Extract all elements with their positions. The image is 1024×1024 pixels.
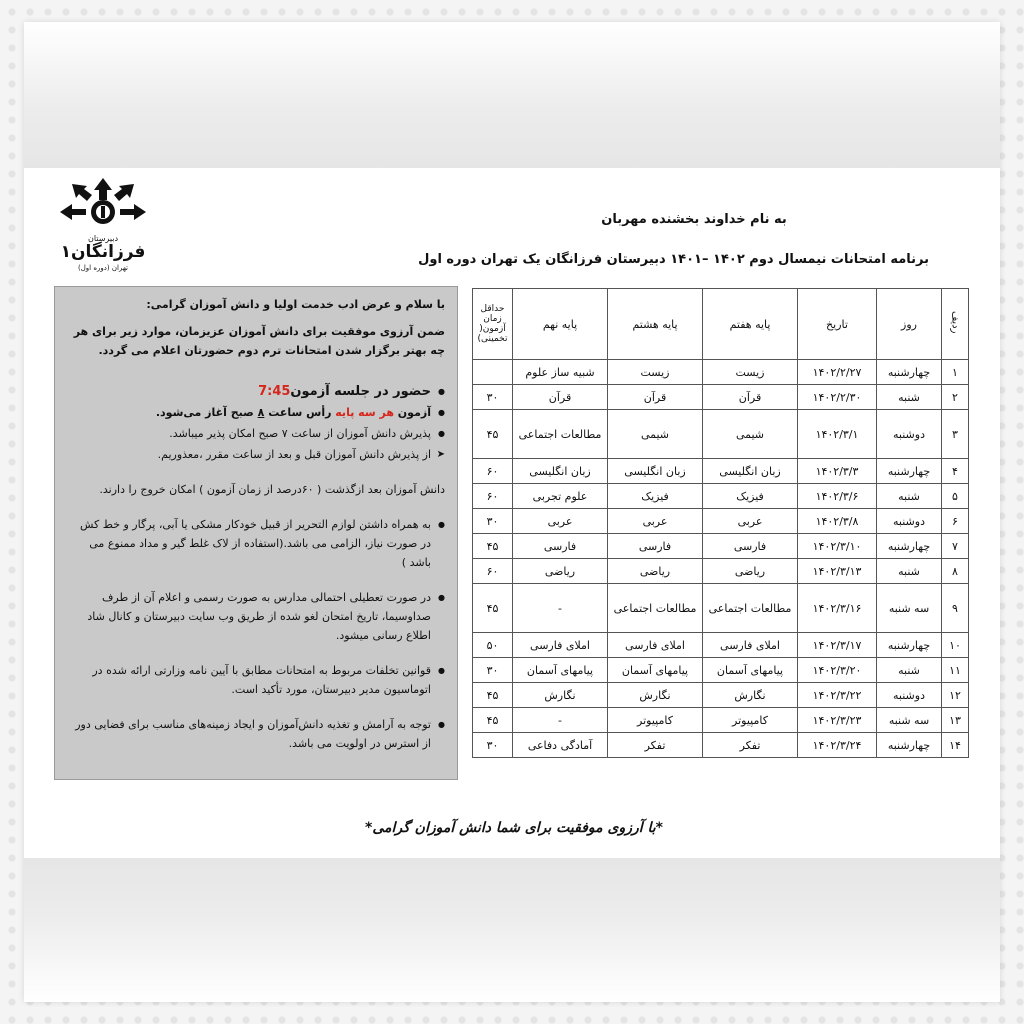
cell-g9: آمادگی دفاعی	[513, 733, 608, 758]
cell-g8: ریاضی	[608, 559, 703, 584]
cell-g7: شیمی	[703, 410, 798, 459]
table-row	[473, 733, 969, 758]
notice-closure: ● در صورت تعطیلی احتمالی مدارس به صورت رسمی و اعلام آن از طرف صداوسیما، تاریخ امتحان لغو شده از طریق وب سایت دبیرستان و کانال شاد اطلاع رسانی میشود.	[67, 588, 445, 645]
table-row	[473, 584, 969, 633]
notice-presence: ● حضور در جلسه آزمون7:45	[67, 382, 445, 401]
cell-g8: نگارش	[608, 683, 703, 708]
cell-row: ۳	[942, 410, 969, 459]
cell-g8: زیست	[608, 360, 703, 385]
cell-date: ۱۴۰۲/۲/۲۷	[798, 360, 877, 385]
cell-g8: فارسی	[608, 534, 703, 559]
cell-g8: عربی	[608, 509, 703, 534]
header-date: تاریخ	[798, 289, 877, 360]
cell-g8: فیزیک	[608, 484, 703, 509]
table-row	[473, 658, 969, 683]
cell-g9: زبان انگلیسی	[513, 459, 608, 484]
cell-g9: مطالعات اجتماعی	[513, 410, 608, 459]
cell-time: ۶۰	[473, 484, 513, 509]
cell-day: چهارشنبه	[877, 534, 942, 559]
cell-day: شنبه	[877, 385, 942, 410]
cell-time: ۴۵	[473, 584, 513, 633]
cell-g8: کامپیوتر	[608, 708, 703, 733]
cell-time: ۴۵	[473, 534, 513, 559]
cell-g9: -	[513, 708, 608, 733]
cell-g8: مطالعات اجتماعی	[608, 584, 703, 633]
cell-time	[473, 360, 513, 385]
presence-time: 7:45	[258, 384, 291, 399]
notice-admission: ● پذیرش دانش آموزان از ساعت ۷ صبح امکان پذیر میباشد.	[67, 424, 445, 443]
cell-g9: نگارش	[513, 683, 608, 708]
header-row-number: ردیف	[942, 289, 969, 360]
cell-row: ۲	[942, 385, 969, 410]
notice-stationery: ● به همراه داشتن لوازم التحریر از قبیل خودکار مشکی یا آبی، پرگار و خط کش در صورت نیاز، الزامی می باشد.(استفاده از لاک غلط گیر و مداد ممنوع می باشد )	[67, 515, 445, 572]
notice-exam-start: ● آزمون هر سه پایه رأس ساعت ۸ صبح آغاز می‌شود.	[67, 403, 445, 422]
table-row	[473, 633, 969, 658]
cell-g7: قرآن	[703, 385, 798, 410]
cell-g8: پیامهای آسمان	[608, 658, 703, 683]
logo-school-name: فرزانگان۱	[60, 242, 146, 262]
cell-row: ۱۰	[942, 633, 969, 658]
header-grade-9: پایه نهم	[513, 289, 608, 360]
cell-g7: مطالعات اجتماعی	[703, 584, 798, 633]
cell-date: ۱۴۰۲/۳/۱۰	[798, 534, 877, 559]
cell-day: سه شنبه	[877, 584, 942, 633]
basmala-heading: به نام خداوند بخشنده مهربان	[601, 212, 787, 227]
cell-g7: نگارش	[703, 683, 798, 708]
cell-g7: زیست	[703, 360, 798, 385]
cell-row: ۶	[942, 509, 969, 534]
logo-school-label: دبیرستان	[87, 234, 119, 243]
cell-row: ۴	[942, 459, 969, 484]
cell-date: ۱۴۰۲/۳/۶	[798, 484, 877, 509]
logo-sub-label: تهران (دوره اول)	[77, 264, 128, 272]
notice-stress: ● توجه به آرامش و تغذیه دانش‌آموزان و ایجاد زمینه‌های مناسب برای فضایی دور از استرس در اولویت می باشد.	[67, 715, 445, 753]
cell-g8: تفکر	[608, 733, 703, 758]
cell-g8: قرآن	[608, 385, 703, 410]
document	[24, 168, 1000, 858]
cell-time: ۳۰	[473, 385, 513, 410]
cell-row: ۹	[942, 584, 969, 633]
cell-row: ۱۱	[942, 658, 969, 683]
cell-date: ۱۴۰۲/۳/۲۲	[798, 683, 877, 708]
cell-g7: فارسی	[703, 534, 798, 559]
cell-day: شنبه	[877, 484, 942, 509]
bottom-shade	[24, 858, 1000, 1002]
cell-row: ۱۳	[942, 708, 969, 733]
header-min-time: حداقل زمان آزمون( تخمینی)	[473, 289, 513, 360]
cell-g9: پیامهای آسمان	[513, 658, 608, 683]
cell-day: دوشنبه	[877, 509, 942, 534]
table-row	[473, 360, 969, 385]
cell-date: ۱۴۰۲/۳/۱۶	[798, 584, 877, 633]
cell-g9: ریاضی	[513, 559, 608, 584]
cell-row: ۸	[942, 559, 969, 584]
cell-date: ۱۴۰۲/۳/۲۴	[798, 733, 877, 758]
cell-date: ۱۴۰۲/۳/۳	[798, 459, 877, 484]
header-grade-8: پایه هشتم	[608, 289, 703, 360]
cell-g9: عربی	[513, 509, 608, 534]
cell-g9: قرآن	[513, 385, 608, 410]
table-header-row	[473, 289, 969, 360]
cell-time: ۴۵	[473, 410, 513, 459]
cell-row: ۱۲	[942, 683, 969, 708]
table-row	[473, 410, 969, 459]
notice-greeting: با سلام و عرض ادب خدمت اولیا و دانش آموزان گرامی:	[146, 298, 445, 311]
cell-g9: -	[513, 584, 608, 633]
cell-time: ۴۵	[473, 683, 513, 708]
cell-g8: شیمی	[608, 410, 703, 459]
cell-row: ۱۴	[942, 733, 969, 758]
cell-g9: املای فارسی	[513, 633, 608, 658]
cell-time: ۴۵	[473, 708, 513, 733]
cell-g8: املای فارسی	[608, 633, 703, 658]
arrows-emblem-icon	[58, 176, 148, 234]
cell-day: چهارشنبه	[877, 733, 942, 758]
cell-row: ۵	[942, 484, 969, 509]
table-row	[473, 683, 969, 708]
cell-date: ۱۴۰۲/۳/۱۳	[798, 559, 877, 584]
top-shade	[24, 22, 1000, 168]
exam-schedule-table	[472, 288, 969, 758]
notice-box	[54, 286, 458, 780]
table-row	[473, 534, 969, 559]
footer-wish: *با آرزوی موفقیت برای شما دانش آموزان گرامی*	[365, 820, 663, 836]
cell-g7: املای فارسی	[703, 633, 798, 658]
cell-time: ۳۰	[473, 658, 513, 683]
cell-g7: کامپیوتر	[703, 708, 798, 733]
header-grade-7: پایه هفتم	[703, 289, 798, 360]
cell-time: ۵۰	[473, 633, 513, 658]
cell-day: چهارشنبه	[877, 459, 942, 484]
cell-g9: فارسی	[513, 534, 608, 559]
cell-time: ۶۰	[473, 559, 513, 584]
cell-g9: علوم تجربی	[513, 484, 608, 509]
cell-day: دوشنبه	[877, 410, 942, 459]
notice-intro: ضمن آرزوی موفقیت برای دانش آموزان عزیزمان، موارد زیر برای هر چه بهتر برگزار شدن امتحانات ترم دوم حضورتان اعلام می گردد.	[73, 325, 445, 357]
cell-g8: زبان انگلیسی	[608, 459, 703, 484]
cell-g7: زبان انگلیسی	[703, 459, 798, 484]
cell-day: شنبه	[877, 658, 942, 683]
cell-day: چهارشنبه	[877, 360, 942, 385]
table-row	[473, 708, 969, 733]
cell-g7: عربی	[703, 509, 798, 534]
notice-no-admission: ➤ از پذیرش دانش آموزان قبل و بعد از ساعت مقرر ،معذوریم.	[67, 445, 445, 464]
cell-g7: پیامهای آسمان	[703, 658, 798, 683]
table-row	[473, 459, 969, 484]
cell-g9: شبیه ساز علوم	[513, 360, 608, 385]
school-logo	[58, 176, 148, 274]
cell-date: ۱۴۰۲/۳/۸	[798, 509, 877, 534]
notice-violations: ● قوانین تخلفات مربوط به امتحانات مطابق با آیین نامه وزارتی ارائه شده در اتوماسیون مدیر دبیرستان، مورد تأکید است.	[67, 661, 445, 699]
header-day: روز	[877, 289, 942, 360]
table-row	[473, 559, 969, 584]
cell-date: ۱۴۰۲/۳/۱۷	[798, 633, 877, 658]
cell-g7: فیزیک	[703, 484, 798, 509]
cell-day: چهارشنبه	[877, 633, 942, 658]
cell-day: سه شنبه	[877, 708, 942, 733]
cell-time: ۳۰	[473, 509, 513, 534]
table-row	[473, 385, 969, 410]
cell-day: دوشنبه	[877, 683, 942, 708]
cell-day: شنبه	[877, 559, 942, 584]
cell-time: ۶۰	[473, 459, 513, 484]
notice-exit-rule: دانش آموزان بعد ازگذشت ( ۶۰درصد از زمان آزمون ) امکان خروج را دارند.	[99, 483, 445, 496]
cell-row: ۷	[942, 534, 969, 559]
cell-time: ۳۰	[473, 733, 513, 758]
cell-date: ۱۴۰۲/۳/۲۳	[798, 708, 877, 733]
page-title: برنامه امتحانات نیمسال دوم ۱۴۰۲ –۱۴۰۱ دبیرستان فرزانگان یک تهران دوره اول	[418, 252, 929, 267]
page	[24, 22, 1000, 1002]
cell-row: ۱	[942, 360, 969, 385]
cell-g7: ریاضی	[703, 559, 798, 584]
cell-g7: تفکر	[703, 733, 798, 758]
cell-date: ۱۴۰۲/۲/۳۰	[798, 385, 877, 410]
cell-date: ۱۴۰۲/۳/۱	[798, 410, 877, 459]
table-row	[473, 484, 969, 509]
table-body	[473, 360, 969, 758]
cell-date: ۱۴۰۲/۳/۲۰	[798, 658, 877, 683]
table-row	[473, 509, 969, 534]
